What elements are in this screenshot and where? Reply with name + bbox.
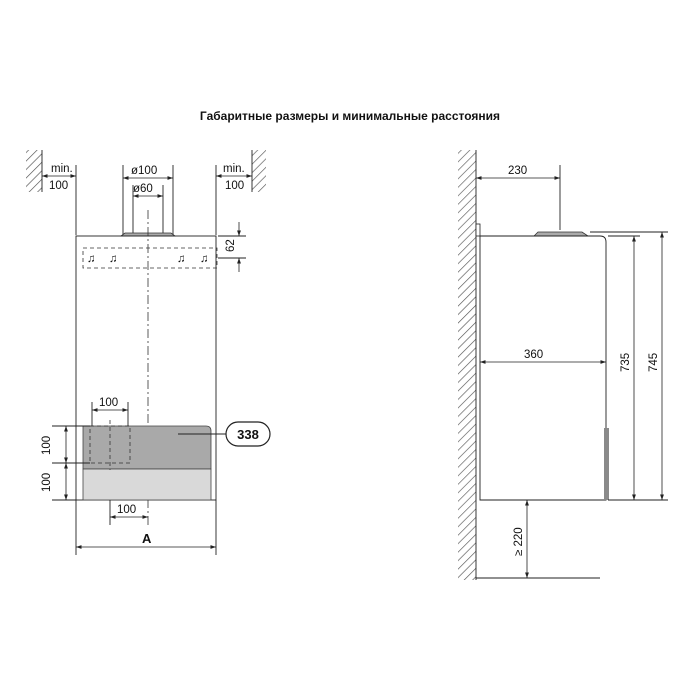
wall-bracket [476,224,480,236]
body-height-value: 735 [620,352,632,372]
panel-width-value: 100 [99,397,119,409]
min-right-label: min. [223,163,245,175]
top-offset-value: 62 [225,239,237,252]
mounting-bracket [83,248,217,268]
total-height-value: 745 [648,352,660,372]
min-right-value: 100 [225,180,245,192]
bracket-mark-3: ♫ [177,253,186,265]
side-wall-hatch [458,150,476,580]
front-view [26,150,270,555]
callout-value: 338 [237,427,259,442]
flue-distance-value: 230 [508,165,528,177]
lower-cover [83,469,211,500]
flue-outer-diameter: ø100 [131,165,158,177]
left-wall-hatch [26,150,42,192]
bracket-mark-1: ♫ [87,253,96,265]
height-lower-value: 100 [41,472,53,492]
bottom-width-value: 100 [117,504,137,516]
height-upper-value: 100 [41,435,53,455]
bracket-mark-4: ♫ [200,253,209,265]
side-view [458,150,668,580]
flue-inner-diameter: ø60 [133,183,153,195]
bracket-mark-2: ♫ [109,253,118,265]
floor-clearance-value: ≥ 220 [513,527,525,556]
min-left-label: min. [51,163,73,175]
depth-value: 360 [524,349,544,361]
side-flue-collar [534,232,588,236]
side-panel-edge [604,428,609,500]
boiler-side-body [480,236,606,500]
right-wall-hatch [252,150,266,192]
overall-width-label: A [142,531,152,546]
control-panel [83,426,211,469]
min-left-value: 100 [49,180,69,192]
diagram-title: Габаритные размеры и минимальные расстояния [199,109,501,123]
